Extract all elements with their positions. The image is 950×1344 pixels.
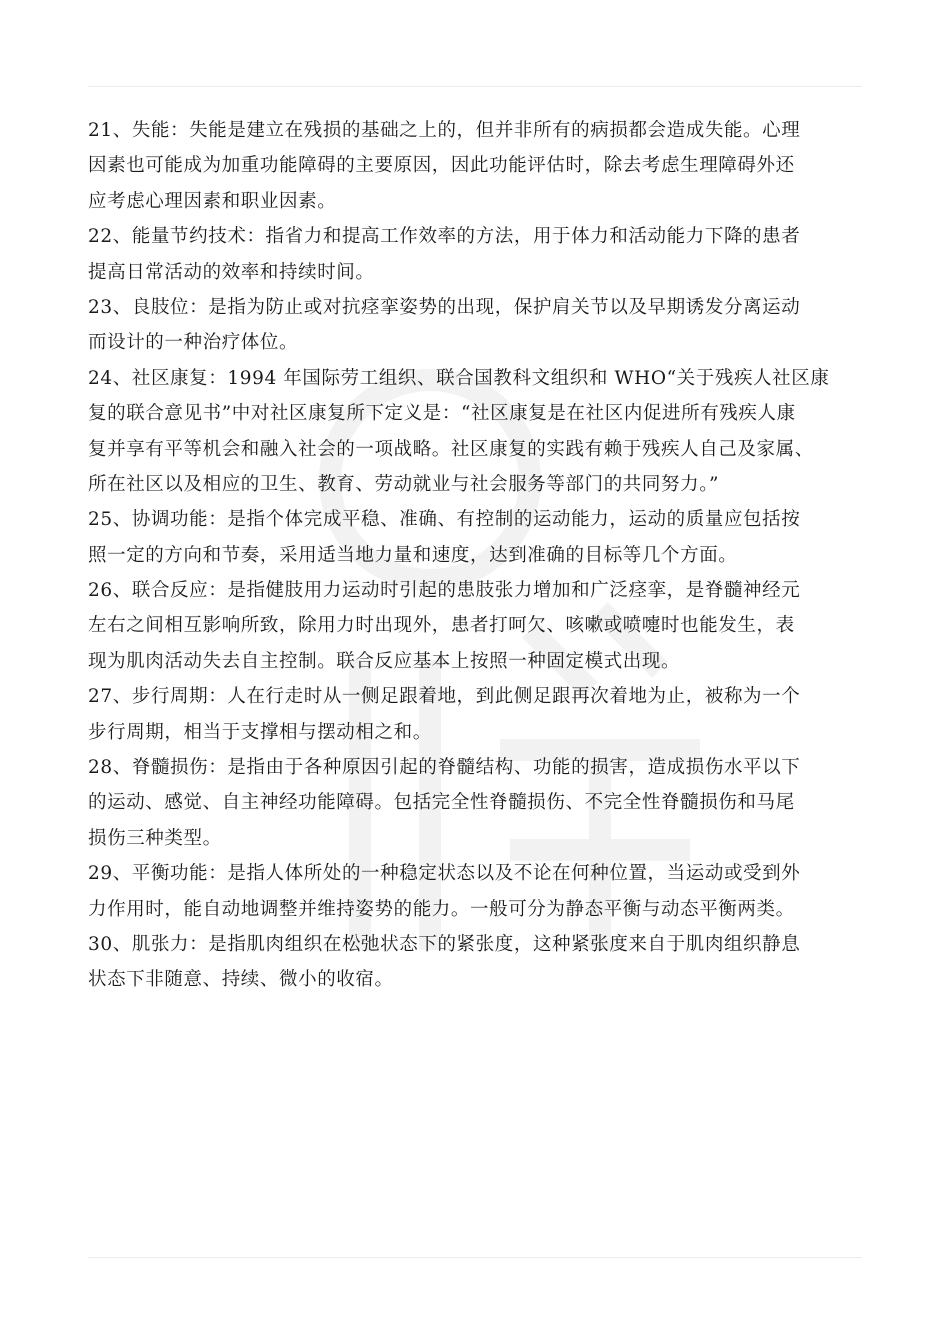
text-line: 而设计的一种治疗体位。 [88,332,299,354]
text-line: 22、能量节约技术：指省力和提高工作效率的方法，用于体力和活动能力下降的患者 [88,226,801,248]
text-line: 30、肌张力：是指肌肉组织在松弛状态下的紧张度，这种紧张度来自于肌肉组织静息 [88,933,801,955]
document-body [88,113,862,998]
text-line: 24、社区康复：1994 年国际劳工组织、联合国教科文组织和 WHO“关于残疾人社区康 [88,367,830,389]
text-line: 28、脊髓损伤：是指由于各种原因引起的脊髓结构、功能的损害，造成损伤水平以下 [88,757,801,779]
text-line: 左右之间相互影响所致，除用力时出现外，患者打呵欠、咳嗽或喷嚏时也能发生，表 [88,615,795,637]
text-line: 25、协调功能：是指个体完成平稳、准确、有控制的运动能力，运动的质量应包括按 [88,509,801,531]
text-line: 26、联合反应：是指健肢用力运动时引起的患肢张力增加和广泛痉挛，是脊髓神经元 [88,580,801,602]
text-line: 29、平衡功能：是指人体所处的一种稳定状态以及不论在何种位置，当运动或受到外 [88,863,801,885]
text-line: 的运动、感觉、自主神经功能障碍。包括完全性脊髓损伤、不完全性脊髓损伤和马尾 [88,792,795,814]
text-line: 27、步行周期：人在行走时从一侧足跟着地，到此侧足跟再次着地为止，被称为一个 [88,686,801,708]
text-line: 21、失能：失能是建立在残损的基础之上的，但并非所有的病损都会造成失能。心理 [88,120,801,141]
text-line: 状态下非随意、持续、微小的收宿。 [88,969,394,991]
footer-rule [88,1257,862,1258]
text-line: 损伤三种类型。 [88,827,222,849]
text-line: 23、良肢位：是指为防止或对抗痉挛姿势的出现，保护肩关节以及早期诱发分离运动 [88,296,801,318]
text-line: 应考虑心理因素和职业因素。 [88,190,337,212]
text-line: 力作用时，能自动地调整并维持姿势的能力。一般可分为静态平衡与动态平衡两类。 [88,898,795,920]
text-line: 因素也可能成为加重功能障碍的主要原因，因此功能评估时，除去考虑生理障碍外还 [88,155,795,177]
text-line: 照一定的方向和节奏，采用适当地力量和速度，达到准确的目标等几个方面。 [88,544,738,566]
text-line: 复并享有平等机会和融入社会的一项战略。社区康复的实践有赖于残疾人自己及家属、 [88,438,814,460]
text-line: 步行周期，相当于支撑相与摆动相之和。 [88,721,432,743]
text-line: 所在社区以及相应的卫生、教育、劳动就业与社会服务等部门的共同努力。” [88,473,720,495]
text-line: 复的联合意见书”中对社区康复所下定义是：“社区康复是在社区内促进所有残疾人康 [88,403,796,425]
header-rule [88,86,862,87]
text-line: 提高日常活动的效率和持续时间。 [88,261,375,283]
text-line: 现为肌肉活动失去自主控制。联合反应基本上按照一种固定模式出现。 [88,650,681,672]
